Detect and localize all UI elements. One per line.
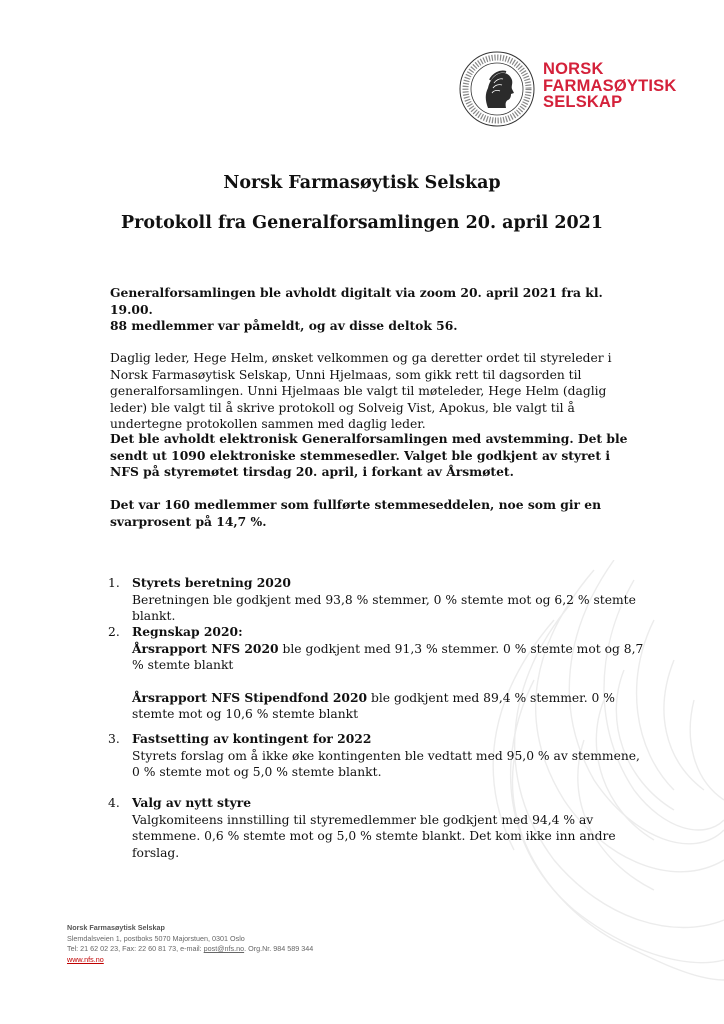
agenda-item-text: Beretningen ble godkjent med 93,8 % stemmer, 0 % stemte mot og 6,2 % stemte blankt. (132, 592, 636, 623)
subitem-bold-label: Årsrapport NFS Stipendfond 2020 (132, 689, 368, 705)
agenda-item-number: 1. (108, 576, 120, 590)
subitem-bold-label: Årsrapport NFS 2020 (132, 640, 279, 656)
paragraph-meeting-info: Generalforsamlingen ble avholdt digitalt via zoom 20. april 2021 fra kl. 19.00. (110, 285, 603, 317)
agenda-item-text: Styrets forslag om å ikke øke kontingenten ble vedtatt med 95,0 % av stemmene, 0 % stemte mot og 5,0 % stemte blankt. (132, 748, 640, 779)
agenda-item-heading: Regnskap 2020: (132, 624, 243, 639)
agenda-item-heading: Valg av nytt styre (132, 795, 252, 810)
paragraph-opening: Daglig leder, Hege Helm, ønsket velkommen og ga deretter ordet til styreleder i Norsk Farmasøytisk Selskap, Unni Hjelmaas, som gikk rett til dagsorden til generalforsamlingen. Unni Hjelmaas ble valgt til møteleder, Hege Helm (daglig leder) ble valgt til å skrive protokoll og Solveig Vist, Apokus, ble valgt til å undertegne protokollen sammen med daglig leder. (110, 351, 612, 431)
agenda-item-number: 3. (108, 732, 120, 746)
paragraph-response-rate: Det var 160 medlemmer som fullførte stemmeseddelen, noe som gir en svarprosent på 14,7 %. (110, 497, 602, 529)
footer-phone-fax: Tel: 21 62 02 23, Fax: 22 60 81 73, e-mail: (67, 944, 204, 953)
brand-wordmark (543, 61, 677, 111)
document-subtitle: Protokoll fra Generalforsamlingen 20. april 2021 (120, 213, 604, 233)
agenda-item-number: 2. (108, 625, 120, 639)
page-footer (67, 923, 313, 965)
footer-address: Slemdalsveien 1, postboks 5070 Majorstuen, 0301 Oslo (67, 933, 245, 943)
agenda-item-heading: Fastsetting av kontingent for 2022 (132, 731, 372, 746)
subitem-text: ble godkjent med 91,3 % stemmer. 0 % stemte mot og 8,7 % stemte blankt (132, 641, 644, 672)
society-seal-logo (458, 50, 536, 128)
footer-contact (67, 944, 313, 955)
agenda-item-heading: Styrets beretning 2020 (132, 575, 291, 590)
agenda-subitem-nfs (132, 641, 647, 674)
agenda-subitem-stipendfond (132, 690, 647, 723)
brand-line-1: NORSK (543, 60, 604, 78)
agenda-item-3 (108, 731, 647, 781)
agenda-item-number: 4. (108, 796, 120, 810)
brand-line-2: FARMASØYTISK (543, 76, 677, 95)
footer-email-link[interactable]: post@nfs.no (203, 944, 245, 953)
footer-org-number: . Org.Nr. 984 589 344 (244, 944, 314, 953)
subitem-text: ble godkjent med 89,4 % stemmer. 0 % stemte mot og 10,6 % stemte blankt (132, 690, 615, 721)
agenda-item-2 (108, 624, 647, 723)
footer-website-link[interactable]: www.nfs.no (67, 954, 104, 964)
brand-line-3: SELSKAP (543, 93, 623, 111)
document-title: Norsk Farmasøytisk Selskap (223, 173, 501, 193)
agenda-item-1 (108, 575, 647, 625)
agenda-item-4 (108, 795, 647, 861)
paragraph-voting: Det ble avholdt elektronisk Generalforsamlingen med avstemming. Det ble sendt ut 1090 elektroniske stemmesedler. Valget ble godkjent av styret i NFS på styremøtet tirsdag 20. april, i forkant av Årsmøtet. (110, 431, 628, 479)
footer-org-name: Norsk Farmasøytisk Selskap (67, 923, 165, 932)
paragraph-attendance: 88 medlemmer var påmeldt, og av disse deltok 56. (110, 318, 458, 333)
agenda-item-text: Valgkomiteens innstilling til styremedlemmer ble godkjent med 94,4 % av stemmene. 0,6 % stemte mot og 5,0 % stemte blankt. Det kom ikke inn andre forslag. (132, 812, 616, 860)
